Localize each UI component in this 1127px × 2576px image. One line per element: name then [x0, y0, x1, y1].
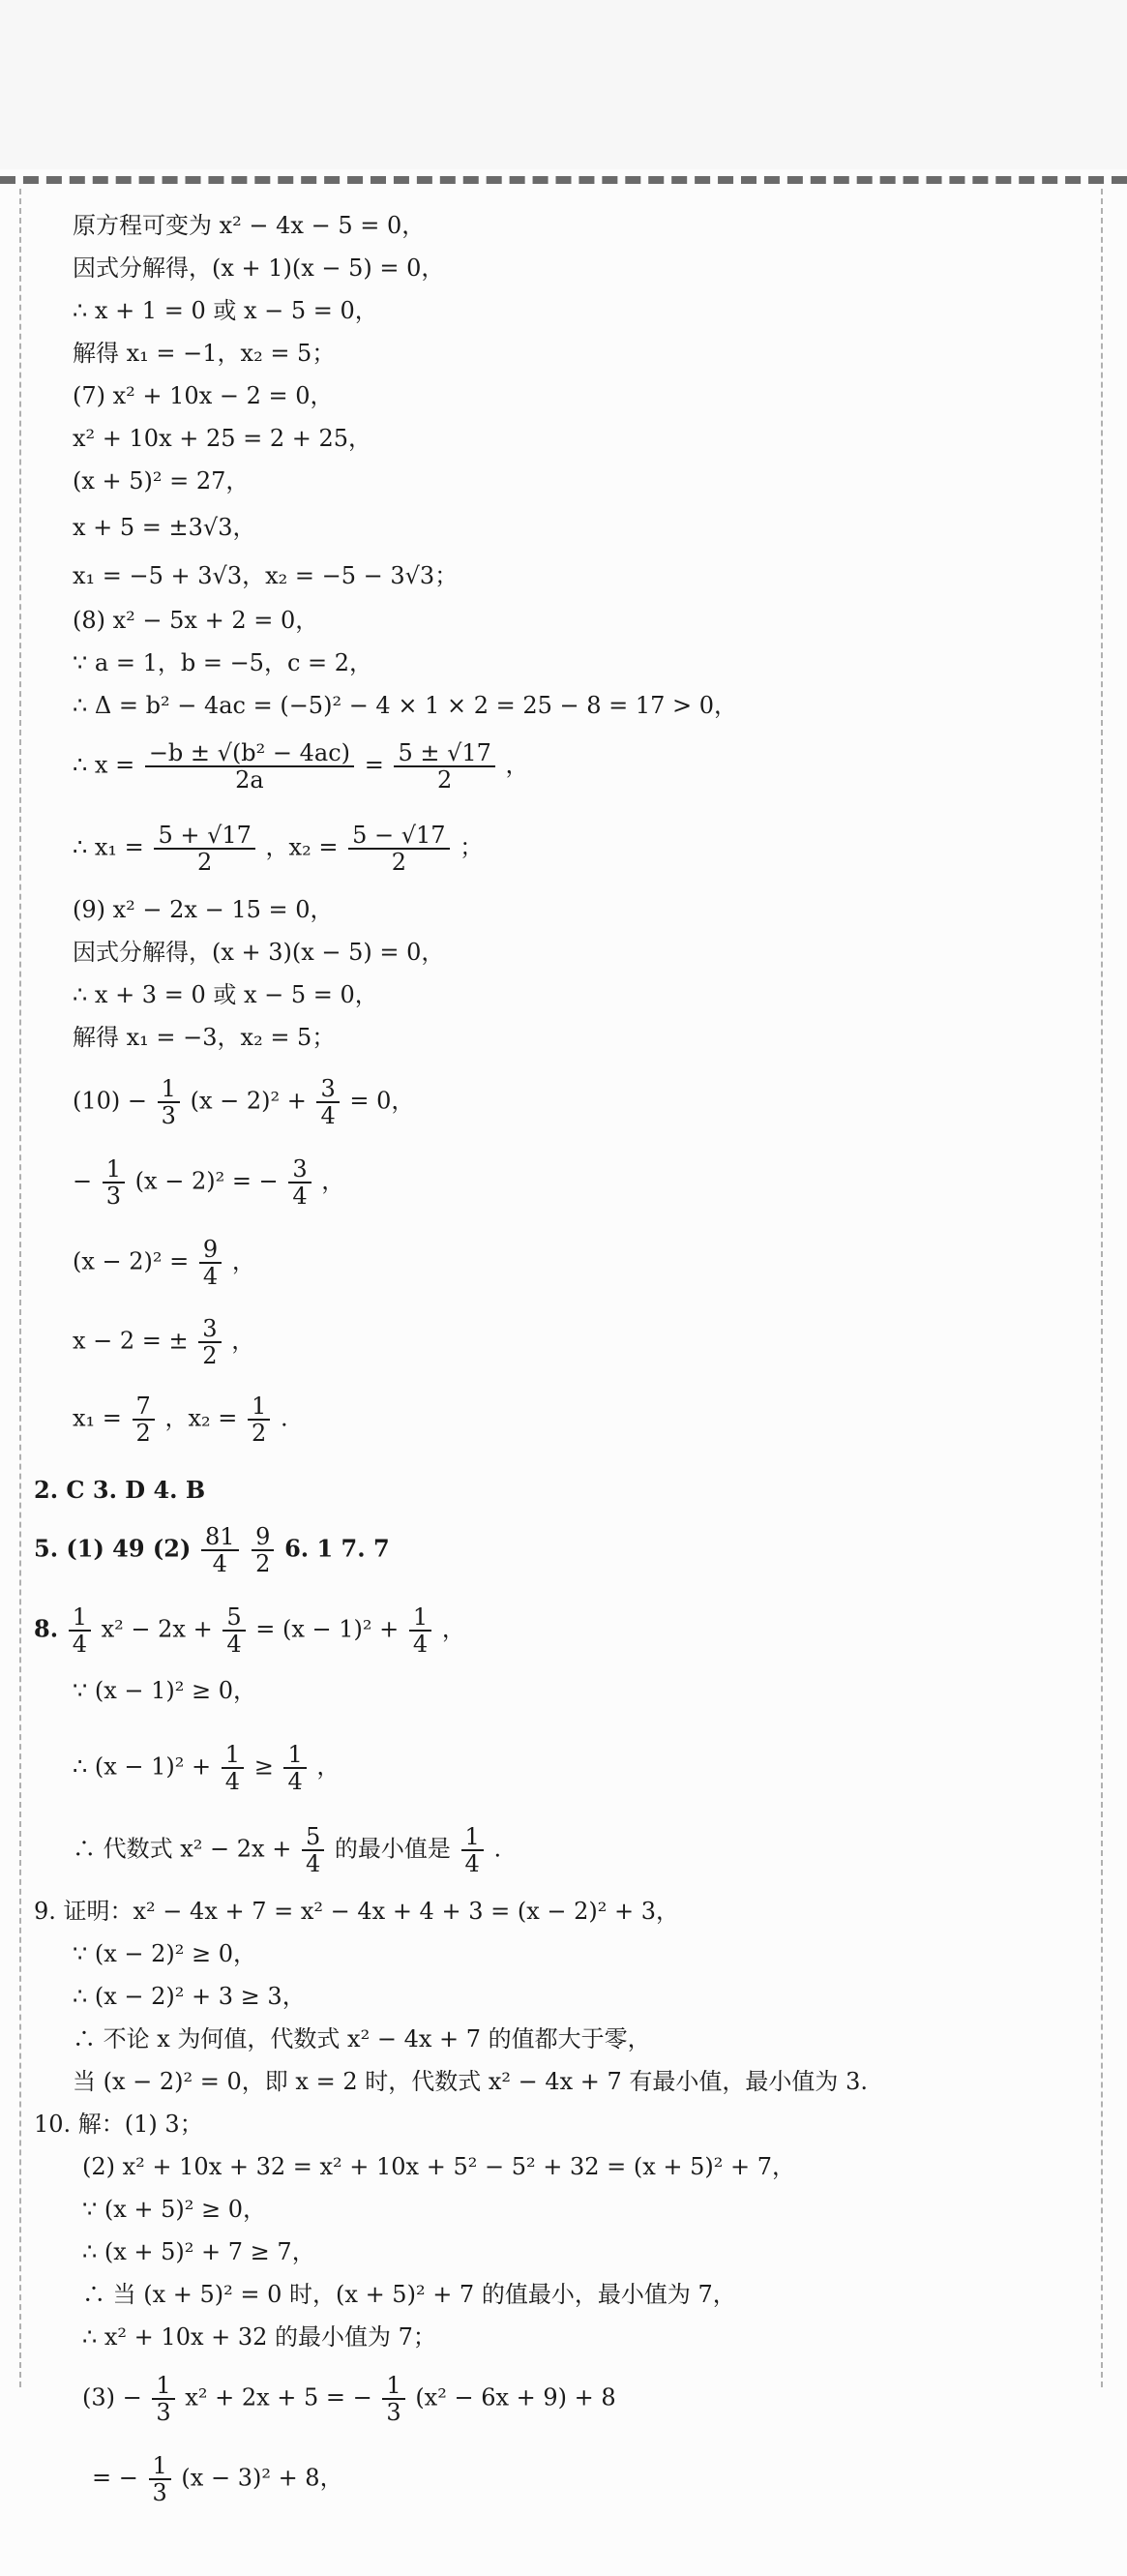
solution-line: 解得 x₁ = −3，x₂ = 5；: [73, 1024, 336, 1051]
solution-line: ∴ Δ = b² − 4ac = (−5)² − 4 × 1 × 2 = 25 − 8 = 17 > 0，: [73, 692, 738, 719]
solution-line: 因式分解得，(x + 3)(x − 5) = 0，: [73, 939, 445, 966]
solution-line: 当 (x − 2)² = 0，即 x = 2 时，代数式 x² − 4x + 7 有最小值，最小值为 3.: [73, 2068, 868, 2095]
solution-line-fraction: x − 2 = ± $\frac{3}{2}$ ，: [73, 1315, 255, 1369]
answer-line: 9. 证明：x² − 4x + 7 = x² − 4x + 4 + 3 = (x − 2)² + 3，: [34, 1898, 679, 1925]
solution-line-fraction: ∴ 代数式 x² − 2x + $\frac{5}{4}$ 的最小值是 $\frac{1}{4}$ .: [73, 1823, 502, 1877]
solution-line: ∵ (x − 2)² ≥ 0，: [73, 1940, 257, 1967]
fraction: $\frac{1}{4}$: [69, 1604, 91, 1657]
solution-line: x₁ = −5 + 3√3，x₂ = −5 − 3√3；: [73, 562, 459, 589]
fraction: $\frac{5}{4}$: [222, 1604, 245, 1657]
solution-line: (2) x² + 10x + 32 = x² + 10x + 5² − 5² + 32 = (x + 5)² + 7，: [82, 2153, 796, 2180]
fraction: $\frac{81}{4}$: [201, 1524, 239, 1576]
fraction: $\frac{7}{2}$: [133, 1393, 155, 1446]
solution-line-fraction: (x − 2)² = $\frac{9}{4}$ ，: [73, 1236, 255, 1290]
answer-line: 2. C 3. D 4. B: [34, 1476, 206, 1504]
answer-line: 10. 解：(1) 3；: [34, 2111, 203, 2138]
fraction: $\frac{1}{2}$: [248, 1393, 270, 1446]
left-dashed-border: [19, 189, 21, 2387]
fraction: $\frac{5 + √17}{2}$: [154, 823, 254, 875]
fraction: $\frac{9}{2}$: [252, 1524, 274, 1576]
fraction: $\frac{1}{4}$: [222, 1742, 244, 1794]
right-dashed-border: [1101, 189, 1103, 2387]
solution-line: ∴ x + 1 = 0 或 x − 5 = 0，: [73, 297, 378, 324]
answer-line-fraction: 5. (1) 49 (2) $\frac{81}{4}$ $\frac{9}{2}$ 6. 1 7. 7: [34, 1523, 390, 1577]
fraction: $\frac{1}{3}$: [152, 2373, 174, 2425]
fraction: $\frac{3}{4}$: [288, 1156, 311, 1209]
solution-line: 原方程可变为 x² − 4x − 5 = 0，: [73, 212, 426, 239]
solution-line: ∴ (x − 2)² + 3 ≥ 3，: [73, 1983, 306, 2010]
fraction: $\frac{1}{4}$: [283, 1742, 306, 1794]
fraction: $\frac{1}{3}$: [158, 1076, 180, 1128]
solution-line-fraction: ∴ (x − 1)² + $\frac{1}{4}$ ≥ $\frac{1}{4}$ ，: [73, 1741, 341, 1795]
solution-line: 因式分解得，(x + 1)(x − 5) = 0，: [73, 255, 445, 282]
solution-line: x + 5 = ±3√3，: [73, 514, 256, 541]
solution-line: ∵ (x + 5)² ≥ 0，: [82, 2196, 267, 2223]
fraction: $\frac{3}{2}$: [198, 1316, 221, 1368]
fraction: $\frac{9}{4}$: [199, 1237, 222, 1289]
fraction: $\frac{1}{3}$: [149, 2453, 171, 2505]
solution-line: x² + 10x + 25 = 2 + 25，: [73, 425, 372, 452]
solution-line: 解得 x₁ = −1，x₂ = 5；: [73, 340, 336, 367]
solution-line: ∴ 不论 x 为何值，代数式 x² − 4x + 7 的值都大于零，: [73, 2025, 651, 2052]
solution-line: ∴ 当 (x + 5)² = 0 时，(x + 5)² + 7 的值最小，最小值为 7，: [82, 2281, 736, 2308]
solution-line: ∴ (x + 5)² + 7 ≥ 7，: [82, 2238, 315, 2265]
solution-line: (8) x² − 5x + 2 = 0，: [73, 607, 319, 634]
solution-line: (9) x² − 2x − 15 = 0，: [73, 896, 334, 923]
solution-line-fraction: ∴ x = $\frac{\text{−b ± √(b² − 4ac)}}{2a}$ = $\frac{5 \pm √17}{2}$ ，: [73, 739, 529, 794]
solution-line-fraction: = − $\frac{1}{3}$ (x − 3)² + 8，: [92, 2452, 343, 2506]
header-dashed-rule: [0, 176, 1127, 184]
fraction: $\frac{5 \pm √17}{2}$: [394, 740, 494, 793]
solution-line-fraction: (3) − $\frac{1}{3}$ x² + 2x + 5 = − $\frac{1}{3}$ (x² − 6x + 9) + 8: [82, 2372, 616, 2426]
fraction: $\frac{\text{−b ± √(b² − 4ac)}}{2a}$: [145, 740, 354, 793]
solution-line: (7) x² + 10x − 2 = 0，: [73, 382, 334, 409]
fraction: $\frac{1}{4}$: [461, 1824, 484, 1876]
fraction: $\frac{1}{3}$: [382, 2373, 404, 2425]
solution-line: (x + 5)² = 27，: [73, 467, 250, 494]
solution-line: ∴ x + 3 = 0 或 x − 5 = 0，: [73, 981, 378, 1008]
fraction: $\frac{5}{4}$: [302, 1824, 324, 1876]
solution-line-fraction: x₁ = $\frac{7}{2}$ ，x₂ = $\frac{1}{2}$ .: [73, 1393, 288, 1447]
answer-line-fraction: 8. $\frac{1}{4}$ x² − 2x + $\frac{5}{4}$ = (x − 1)² + $\frac{1}{4}$ ，: [34, 1603, 465, 1658]
solution-line-fraction: (10) − $\frac{1}{3}$ (x − 2)² + $\frac{3}{4}$ = 0，: [73, 1075, 415, 1129]
solution-line: ∵ a = 1，b = −5，c = 2，: [73, 649, 373, 676]
solution-line: ∴ x² + 10x + 32 的最小值为 7；: [82, 2323, 436, 2351]
solution-line: ∵ (x − 1)² ≥ 0，: [73, 1677, 257, 1704]
fraction: $\frac{1}{4}$: [409, 1604, 431, 1657]
fraction: $\frac{3}{4}$: [316, 1076, 339, 1128]
solution-line-fraction: − $\frac{1}{3}$ (x − 2)² = − $\frac{3}{4}$ ，: [73, 1155, 345, 1210]
fraction: $\frac{5 - √17}{2}$: [348, 823, 449, 875]
fraction: $\frac{1}{3}$: [103, 1156, 125, 1209]
top-margin: [0, 0, 1127, 169]
solution-line-fraction: ∴ x₁ = $\frac{5 + √17}{2}$ ，x₂ = $\frac{5 - √17}{2}$ ；: [73, 822, 484, 876]
